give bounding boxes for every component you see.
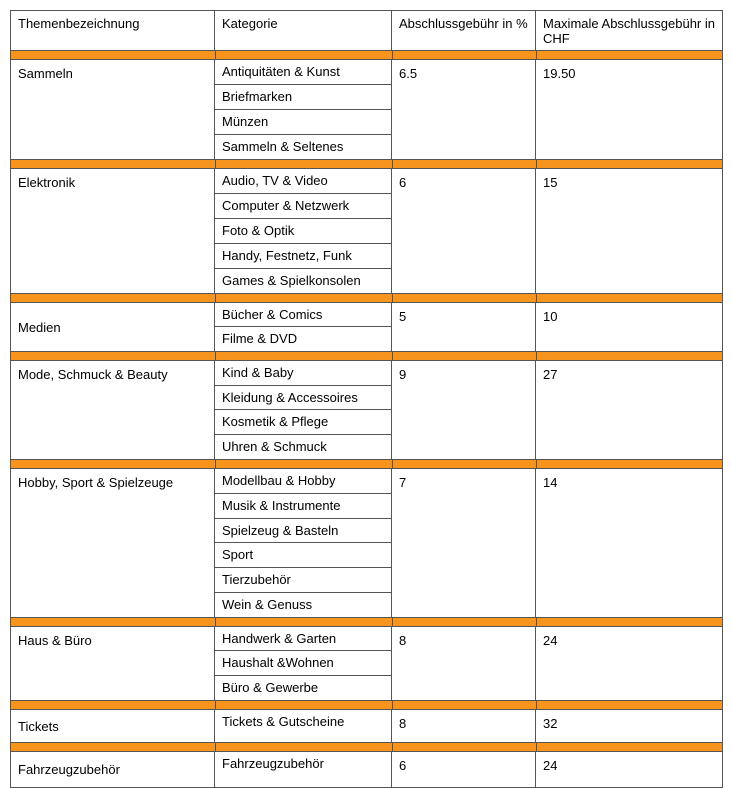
category-item: Kosmetik & Pflege [215, 410, 391, 435]
max-fee-chf: 24 [536, 752, 723, 788]
category-item: Münzen [215, 110, 391, 135]
header-theme: Themenbezeichnung [10, 11, 215, 51]
category-item: Modellbau & Hobby [215, 469, 391, 494]
category-item: Foto & Optik [215, 219, 391, 244]
category-item: Handwerk & Garten [215, 627, 391, 651]
category-list [215, 303, 392, 352]
max-fee-chf: 10 [536, 303, 723, 352]
max-fee-chf: 32 [536, 710, 723, 743]
rate-percent: 8 [392, 710, 536, 743]
table-row [10, 169, 723, 294]
category-item: Wein & Genuss [215, 593, 391, 618]
table-row [10, 303, 723, 352]
rate-percent: 6.5 [392, 60, 536, 160]
theme-name: Elektronik [10, 169, 215, 294]
rate-percent: 9 [392, 361, 536, 460]
category-item: Haushalt &Wohnen [215, 651, 391, 676]
separator-row [10, 160, 723, 169]
table-row [10, 361, 723, 460]
max-fee-chf: 15 [536, 169, 723, 294]
category-item: Audio, TV & Video [215, 169, 391, 194]
category-item: Uhren & Schmuck [215, 435, 391, 460]
separator-row [10, 701, 723, 710]
table-row [10, 752, 723, 788]
category-list [215, 469, 392, 618]
category-list [215, 752, 392, 788]
category-list [215, 710, 392, 743]
category-item: Briefmarken [215, 85, 391, 110]
table-row [10, 60, 723, 160]
theme-name: Haus & Büro [10, 627, 215, 701]
theme-name: Medien [10, 303, 215, 352]
category-item: Sport [215, 543, 391, 568]
category-item: Büro & Gewerbe [215, 676, 391, 701]
theme-name: Tickets [10, 710, 215, 743]
rate-percent: 8 [392, 627, 536, 701]
category-item: Filme & DVD [215, 327, 391, 352]
theme-name: Fahrzeugzubehör [10, 752, 215, 788]
separator-row [10, 352, 723, 361]
category-item: Tickets & Gutscheine [215, 710, 391, 743]
category-item: Kind & Baby [215, 361, 391, 386]
rate-percent: 7 [392, 469, 536, 618]
separator-row [10, 743, 723, 752]
category-list [215, 361, 392, 460]
header-max-fee: Maximale Abschlussgebühr in CHF [536, 11, 723, 51]
category-item: Kleidung & Accessoires [215, 386, 391, 410]
category-item: Antiquitäten & Kunst [215, 60, 391, 85]
table-header [10, 10, 723, 51]
category-item: Handy, Festnetz, Funk [215, 244, 391, 269]
max-fee-chf: 24 [536, 627, 723, 701]
rate-percent: 6 [392, 752, 536, 788]
category-list [215, 60, 392, 160]
max-fee-chf: 14 [536, 469, 723, 618]
category-item: Computer & Netzwerk [215, 194, 391, 219]
separator-row [10, 460, 723, 469]
category-item: Musik & Instrumente [215, 494, 391, 519]
fee-table [10, 10, 723, 788]
table-row [10, 627, 723, 701]
category-item: Tierzubehör [215, 568, 391, 593]
category-item: Sammeln & Seltenes [215, 135, 391, 160]
theme-name: Hobby, Sport & Spielzeuge [10, 469, 215, 618]
max-fee-chf: 27 [536, 361, 723, 460]
table-body [10, 51, 723, 788]
theme-name: Sammeln [10, 60, 215, 160]
max-fee-chf: 19.50 [536, 60, 723, 160]
category-item: Fahrzeugzubehör [215, 752, 391, 788]
separator-row [10, 294, 723, 303]
category-item: Spielzeug & Basteln [215, 519, 391, 543]
category-list [215, 169, 392, 294]
category-list [215, 627, 392, 701]
rate-percent: 6 [392, 169, 536, 294]
rate-percent: 5 [392, 303, 536, 352]
table-row [10, 469, 723, 618]
category-item: Bücher & Comics [215, 303, 391, 327]
category-item: Games & Spielkonsolen [215, 269, 391, 294]
table-row [10, 710, 723, 743]
header-category: Kategorie [215, 11, 392, 51]
header-rate: Abschlussgebühr in % [392, 11, 536, 51]
separator-row [10, 51, 723, 60]
separator-row [10, 618, 723, 627]
theme-name: Mode, Schmuck & Beauty [10, 361, 215, 460]
